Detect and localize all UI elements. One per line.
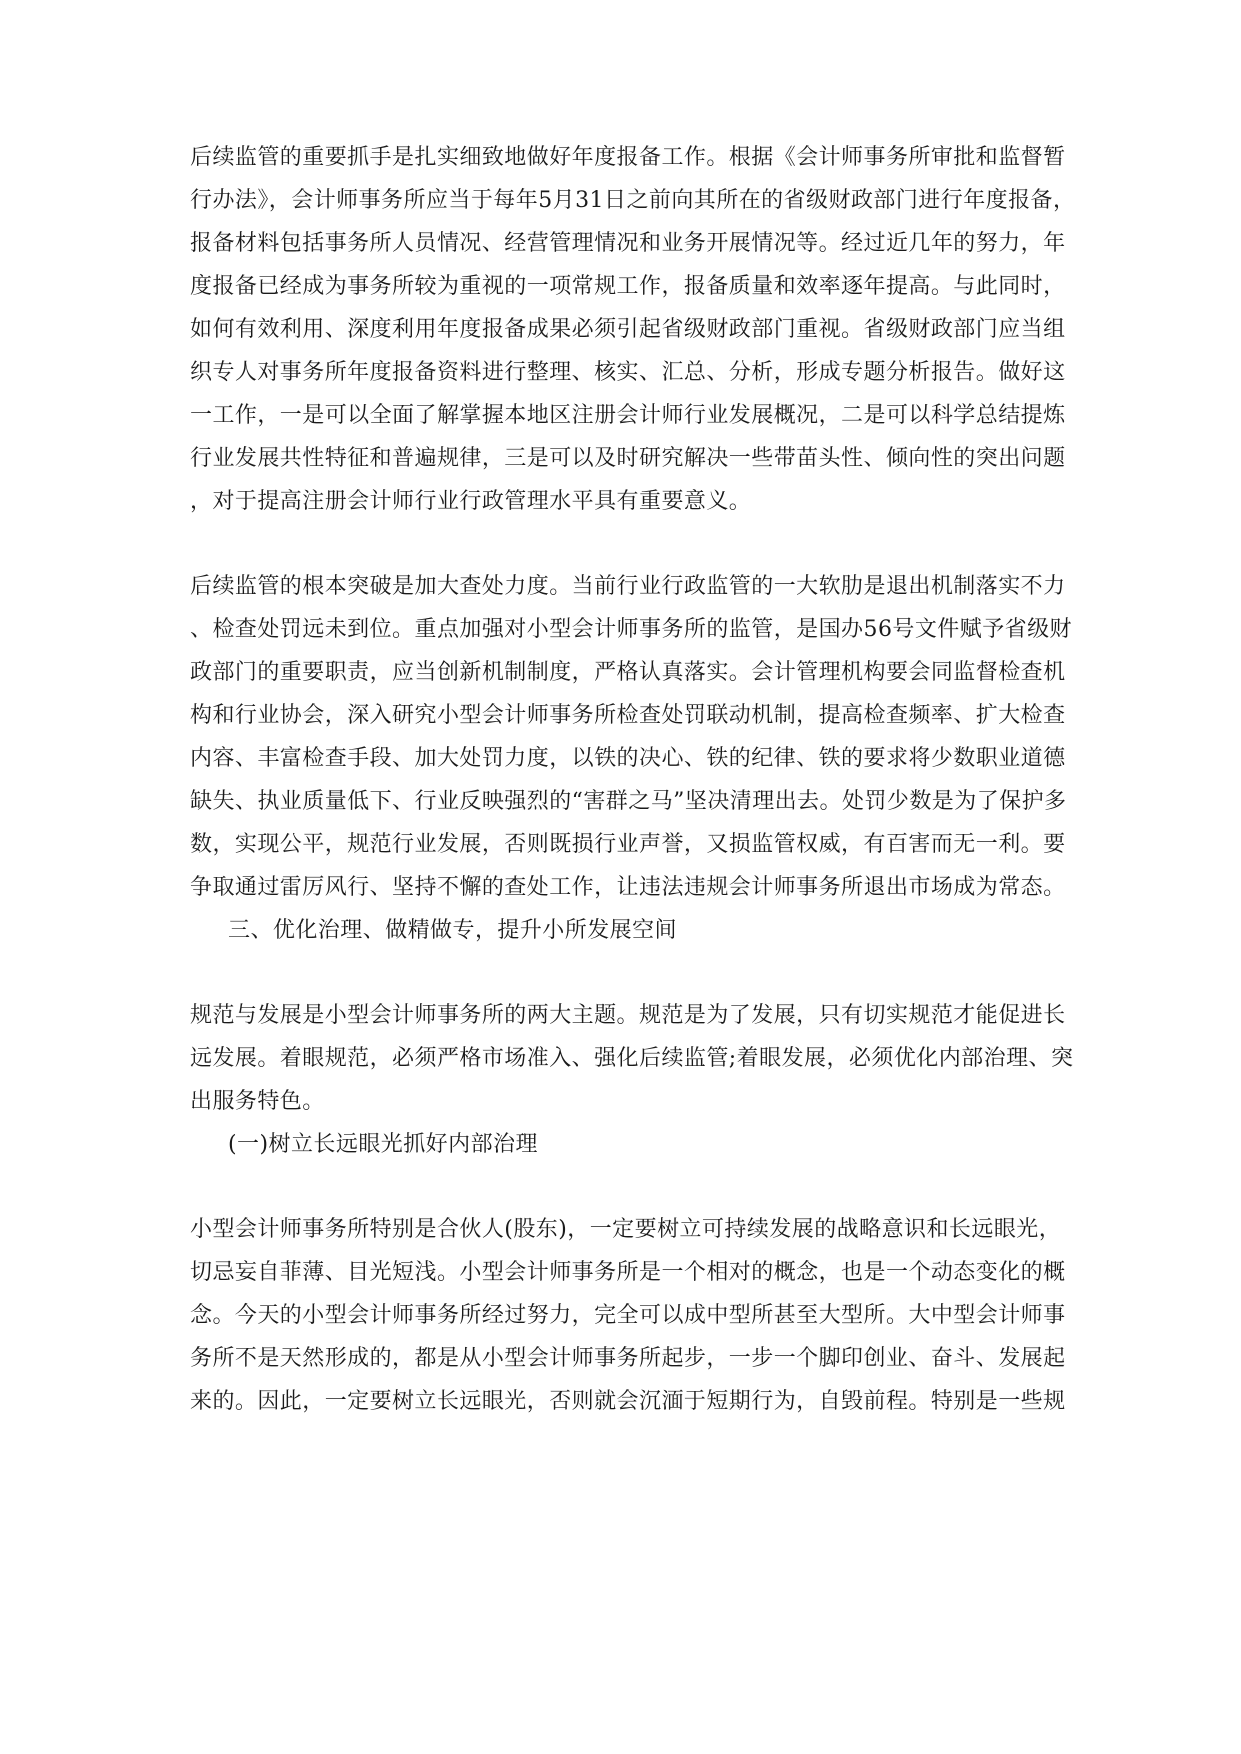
text-line: 念。今天的小型会计师事务所经过努力，完全可以成中型所甚至大型所。大中型会计师事 [190, 1303, 1066, 1328]
text-line: 行业发展共性特征和普遍规律，三是可以及时研究解决一些带苗头性、倾向性的突出问题 [190, 446, 1066, 471]
text-line: 务所不是天然形成的，都是从小型会计师事务所起步，一步一个脚印创业、奋斗、发展起 [190, 1346, 1066, 1371]
text-line: 如何有效利用、深度利用年度报备成果必须引起省级财政部门重视。省级财政部门应当组 [190, 317, 1066, 342]
text-line: 后续监管的重要抓手是扎实细致地做好年度报备工作。根据《会计师事务所审批和监督暂 [190, 145, 1066, 170]
text-line: 织专人对事务所年度报备资料进行整理、核实、汇总、分析，形成专题分析报告。做好这 [190, 360, 1066, 385]
text-line: 后续监管的根本突破是加大查处力度。当前行业行政监管的一大软肋是退出机制落实不力 [190, 574, 1066, 599]
text-line: 远发展。着眼规范，必须严格市场准入、强化后续监管;着眼发展，必须优化内部治理、突 [190, 1046, 1074, 1071]
text-line: 内容、丰富检查手段、加大处罚力度，以铁的决心、铁的纪律、铁的要求将少数职业道德 [190, 746, 1066, 771]
section-heading: 三、优化治理、做精做专，提升小所发展空间 [228, 918, 678, 943]
subsection-heading: (一)树立长远眼光抓好内部治理 [228, 1132, 538, 1157]
text-line: 切忌妄自菲薄、目光短浅。小型会计师事务所是一个相对的概念，也是一个动态变化的概 [190, 1260, 1066, 1285]
text-line: 、检查处罚远未到位。重点加强对小型会计师事务所的监管，是国办56号文件赋予省级财 [190, 617, 1072, 642]
text-line: 数，实现公平，规范行业发展，否则既损行业声誉，又损监管权威，有百害而无一利。要 [190, 832, 1066, 857]
text-line: 规范与发展是小型会计师事务所的两大主题。规范是为了发展，只有切实规范才能促进长 [190, 1003, 1066, 1028]
text-line: 一工作，一是可以全面了解掌握本地区注册会计师行业发展概况，二是可以科学总结提炼 [190, 403, 1066, 428]
text-line: 来的。因此，一定要树立长远眼光，否则就会沉湎于短期行为，自毁前程。特别是一些规 [190, 1389, 1066, 1414]
text-line: 构和行业协会，深入研究小型会计师事务所检查处罚联动机制，提高检查频率、扩大检查 [190, 703, 1066, 728]
text-line: 争取通过雷厉风行、坚持不懈的查处工作，让违法违规会计师事务所退出市场成为常态。 [190, 875, 1066, 900]
text-line: 政部门的重要职责，应当创新机制制度，严格认真落实。会计管理机构要会同监督检查机 [190, 660, 1066, 685]
text-line: 报备材料包括事务所人员情况、经营管理情况和业务开展情况等。经过近几年的努力，年 [190, 231, 1066, 256]
text-line: 缺失、执业质量低下、行业反映强烈的“害群之马”坚决清理出去。处罚少数是为了保护多 [190, 789, 1067, 814]
text-line: 行办法》，会计师事务所应当于每年5月31日之前向其所在的省级财政部门进行年度报备， [190, 188, 1076, 213]
text-line: ，对于提高注册会计师行业行政管理水平具有重要意义。 [190, 489, 752, 514]
text-line: 小型会计师事务所特别是合伙人(股东)，一定要树立可持续发展的战略意识和长远眼光， [190, 1217, 1062, 1242]
text-line: 出服务特色。 [190, 1089, 325, 1114]
text-line: 度报备已经成为事务所较为重视的一项常规工作，报备质量和效率逐年提高。与此同时， [190, 274, 1066, 299]
